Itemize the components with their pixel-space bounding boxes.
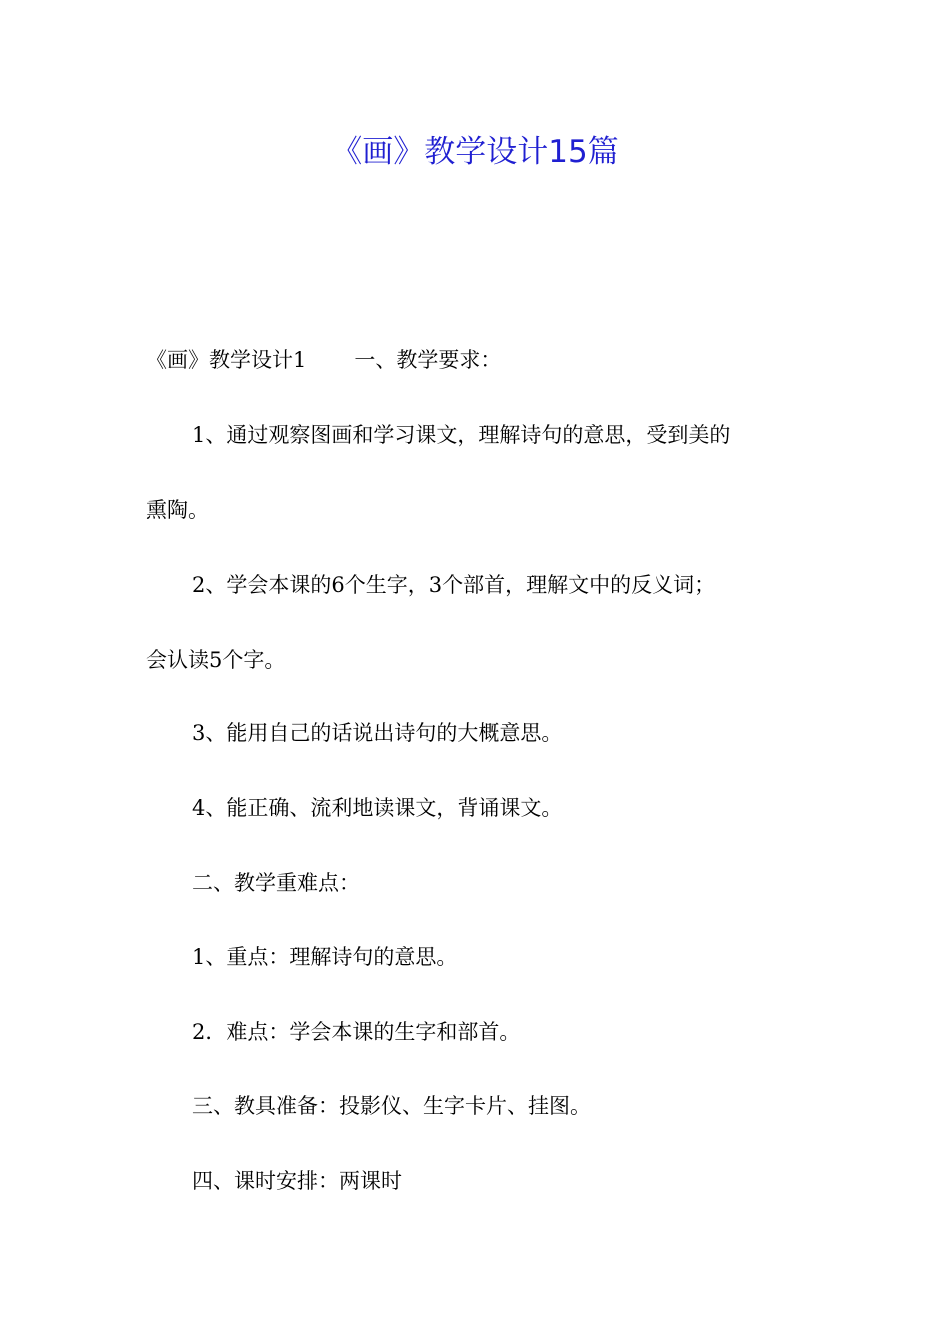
key-point: 1、重点：理解诗句的意思。 xyxy=(192,945,458,969)
requirement-4: 4、能正确、流利地读课文，背诵课文。 xyxy=(192,796,563,820)
requirement-2-line-1: 2、学会本课的6个生字，3个部首，理解文中的反义词； xyxy=(192,573,716,597)
difficult-point: 2．难点：学会本课的生字和部首。 xyxy=(192,1020,521,1044)
section-heading: 《画》教学设计1 xyxy=(146,348,307,372)
section-4-schedule: 四、课时安排：两课时 xyxy=(192,1169,402,1193)
section-3-teaching-aids: 三、教具准备：投影仪、生字卡片、挂图。 xyxy=(192,1094,591,1118)
requirement-1-line-1: 1、通过观察图画和学习课文，理解诗句的意思，受到美的 xyxy=(192,423,731,447)
requirement-2-line-2: 会认读5个字。 xyxy=(146,648,286,672)
requirement-3: 3、能用自己的话说出诗句的大概意思。 xyxy=(192,721,563,745)
section-2-heading: 二、教学重难点： xyxy=(192,871,360,895)
requirement-1-line-2: 熏陶。 xyxy=(146,498,209,522)
section-subheading: 一、教学要求： xyxy=(354,348,502,372)
document-title: 《画》教学设计15篇 xyxy=(331,134,619,170)
section-heading-row xyxy=(146,345,501,375)
